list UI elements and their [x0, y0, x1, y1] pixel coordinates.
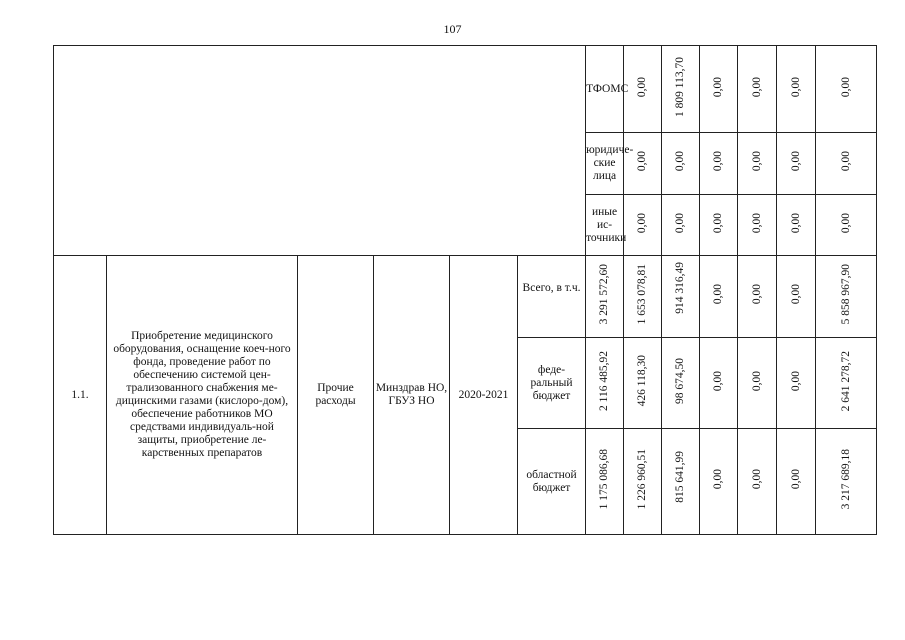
value-cell: 0,00 [777, 46, 816, 133]
value-cell: 98 674,50 [662, 338, 700, 429]
value-cell: 426 118,30 [624, 338, 662, 429]
source-cell: иные ис-точники [586, 195, 624, 256]
value-cell: 0,00 [700, 338, 738, 429]
value-cell: 0,00 [777, 195, 816, 256]
page-number: 107 [443, 22, 462, 36]
value-cell: 0,00 [777, 256, 816, 338]
value-cell: 2 641 278,72 [816, 338, 877, 429]
value-cell: 0,00 [738, 256, 777, 338]
value-cell: 0,00 [777, 133, 816, 195]
value-cell: 1 226 960,51 [624, 429, 662, 535]
value-cell: 815 641,99 [662, 429, 700, 535]
budget-table [53, 45, 877, 535]
empty-merged-cell [54, 46, 586, 256]
value-cell: 0,00 [777, 338, 816, 429]
value-cell: 0,00 [816, 46, 877, 133]
value-cell: 0,00 [662, 133, 700, 195]
item-number: 1.1. [54, 256, 107, 535]
source-cell: областной бюджет [518, 429, 586, 535]
value-cell: 0,00 [662, 195, 700, 256]
value-cell: 2 116 485,92 [586, 338, 624, 429]
value-cell: 0,00 [738, 133, 777, 195]
value-cell: 0,00 [624, 133, 662, 195]
source-cell: юридиче-ские лица [586, 133, 624, 195]
value-cell: 0,00 [700, 256, 738, 338]
value-cell: 0,00 [777, 429, 816, 535]
item-description: Приобретение медицинского оборудования, оснащение коеч-ного фонда, проведение работ по обеспечению системой цен-трализованного снабжения ме-дицинскими газами (кислоро-дом), обеспечение работников МО средствами индивидуаль-ной защиты, приобретение ле-карственных препаратов [107, 256, 298, 535]
table-row [54, 46, 877, 133]
value-cell: 0,00 [738, 195, 777, 256]
value-cell: 1 653 078,81 [624, 256, 662, 338]
value-cell: 0,00 [700, 133, 738, 195]
value-cell: 0,00 [700, 195, 738, 256]
value-cell: 5 858 967,90 [816, 256, 877, 338]
value-cell: 1 809 113,70 [662, 46, 700, 133]
value-cell: 0,00 [738, 429, 777, 535]
value-cell: 0,00 [700, 46, 738, 133]
value-cell: 0,00 [700, 429, 738, 535]
value-cell: 0,00 [738, 46, 777, 133]
executor: Минздрав НО, ГБУЗ НО [374, 256, 450, 535]
value-cell: 0,00 [624, 195, 662, 256]
table-row [54, 256, 877, 338]
expense-type: Прочие расходы [298, 256, 374, 535]
period: 2020-2021 [450, 256, 518, 535]
value-cell: 3 217 689,18 [816, 429, 877, 535]
value-cell: 0,00 [816, 133, 877, 195]
value-cell: 3 291 572,60 [586, 256, 624, 338]
source-cell: Всего, в т.ч. [518, 256, 586, 338]
value-cell: 0,00 [738, 338, 777, 429]
value-cell: 914 316,49 [662, 256, 700, 338]
source-cell: ТФОМС [586, 46, 624, 133]
source-cell: феде-ральный бюджет [518, 338, 586, 429]
value-cell: 1 175 086,68 [586, 429, 624, 535]
value-cell: 0,00 [816, 195, 877, 256]
value-cell: 0,00 [624, 46, 662, 133]
